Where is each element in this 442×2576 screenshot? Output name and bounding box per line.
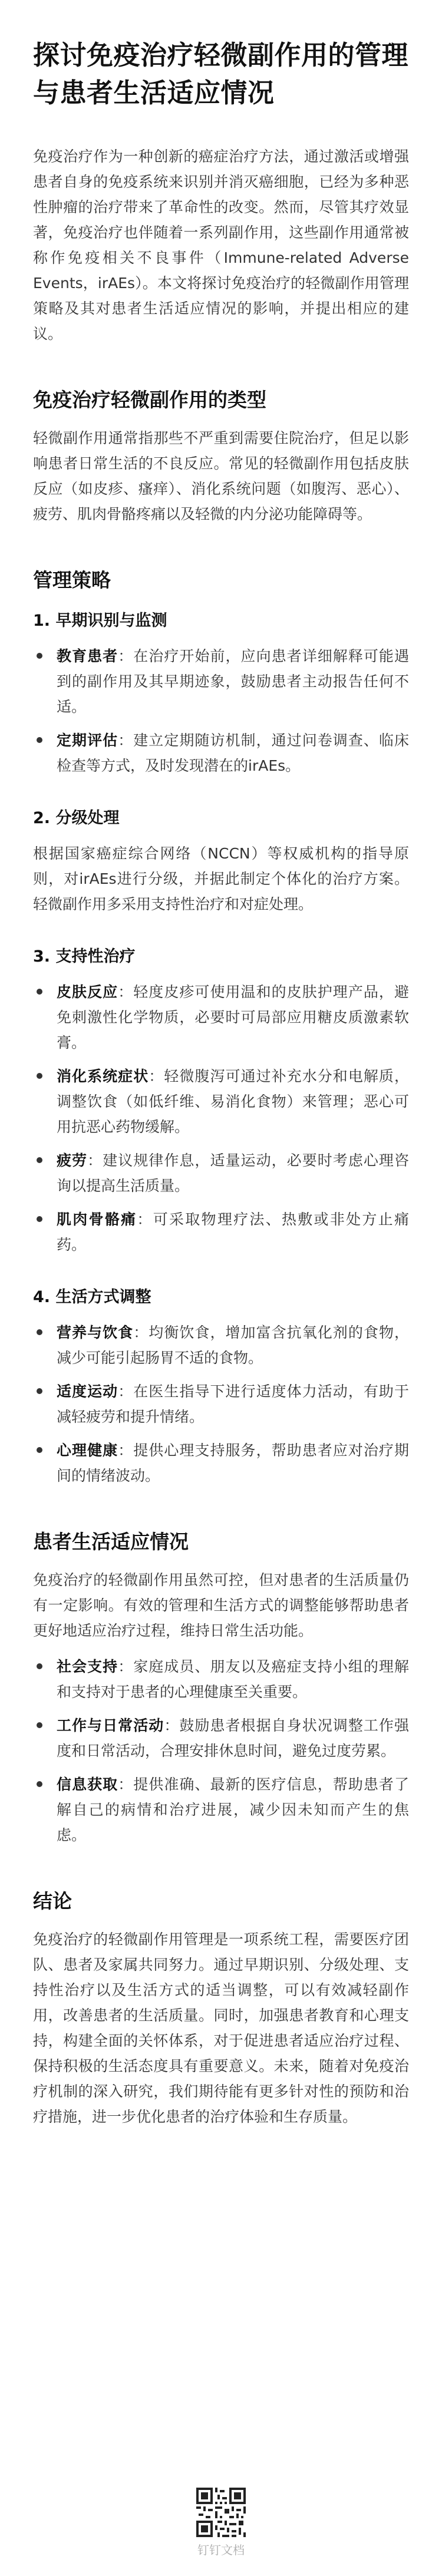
supportive-care-list <box>33 979 409 1257</box>
bullet-dot <box>37 1781 42 1787</box>
list-item-text: ：建立定期随访机制，通过问卷调查、临床检查等方式，及时发现潜在的irAEs。 <box>57 731 409 774</box>
list-item-term: 教育患者 <box>57 647 118 665</box>
list-item-text: ：轻度皮疹可使用温和的皮肤护理产品，避免刺激性化学物质，必要时可局部应用糖皮质激素软膏。 <box>57 983 409 1051</box>
bullet-dot <box>37 737 42 743</box>
list-item <box>33 1713 409 1763</box>
list-item <box>33 979 409 1055</box>
list-item-text: ：在医生指导下进行适度体力活动，有助于减轻疲劳和提升情绪。 <box>57 1382 409 1425</box>
list-item-text: ：轻微腹泻可通过补充水分和电解质，调整饮食（如低纤维、易消化食物）来管理；恶心可用抗恶心药物缓解。 <box>57 1067 409 1135</box>
title-section <box>33 0 409 141</box>
section-heading-strategy: 管理策略 <box>33 568 111 592</box>
bullet-dot <box>37 1722 42 1728</box>
list-item-term: 适度运动 <box>57 1382 118 1400</box>
section-heading-conclusion: 结论 <box>33 1889 72 1913</box>
bullet-dot <box>37 1216 42 1222</box>
bullet-dot <box>37 1388 42 1394</box>
list-item-term: 肌肉骨骼痛 <box>57 1210 137 1228</box>
types-paragraph: 轻微副作用通常指那些不严重到需要住院治疗，但足以影响患者日常生活的不良反应。常见的轻微副作用包括皮肤反应（如皮疹、瘙痒）、消化系统问题（如腹泻、恶心）、疲劳、肌肉骨骼疼痛以及轻微的内分泌功能障碍等。 <box>33 429 409 523</box>
list-item-text: ：可采取物理疗法、热敷或非处方止痛药。 <box>57 1210 409 1253</box>
list-item-term: 心理健康 <box>57 1441 118 1459</box>
list-item-term: 疲劳 <box>57 1151 88 1169</box>
grading-paragraph: 根据国家癌症综合网络（NCCN）等权威机构的指导原则，对irAEs进行分级，并据此制定个体化的治疗方案。轻微副作用多采用支持性治疗和对症处理。 <box>33 844 409 913</box>
list-item <box>33 1148 409 1198</box>
list-item <box>33 1654 409 1705</box>
list-item-text: ：提供心理支持服务，帮助患者应对治疗期间的情绪波动。 <box>57 1441 409 1484</box>
list-item <box>33 1064 409 1140</box>
footer-brand-label: 钉钉文档 <box>197 2543 245 2557</box>
subheading-supportive-care: 3. 支持性治疗 <box>33 947 136 966</box>
list-item-term: 社会支持 <box>57 1657 118 1675</box>
list-item <box>33 728 409 778</box>
adaptation-paragraph: 免疫治疗的轻微副作用虽然可控，但对患者的生活质量仍有一定影响。有效的管理和生活方式的调整能够帮助患者更好地适应治疗过程，维持日常生活功能。 <box>33 1571 409 1639</box>
list-item-text: ：建议规律作息，适量运动，必要时考虑心理咨询以提高生活质量。 <box>57 1151 409 1194</box>
list-item-text: ：均衡饮食，增加富含抗氧化剂的食物，减少可能引起肠胃不适的食物。 <box>57 1323 409 1366</box>
list-item-text: ：在治疗开始前，应向患者详细解释可能遇到的副作用及其早期迹象，鼓励患者主动报告任何不适。 <box>57 647 409 715</box>
list-item <box>33 1438 409 1488</box>
list-item <box>33 1320 409 1370</box>
bullet-dot <box>37 989 42 995</box>
adaptation-list <box>33 1654 409 1848</box>
subheading-lifestyle: 4. 生活方式调整 <box>33 1287 151 1306</box>
list-item-text: ：提供准确、最新的医疗信息，帮助患者了解自己的病情和治疗进展，减少因未知而产生的焦虑。 <box>57 1775 409 1844</box>
qr-code-icon <box>196 2488 246 2537</box>
page-title: 探讨免疫治疗轻微副作用的管理与患者生活适应情况 <box>33 39 409 108</box>
list-item-term: 工作与日常活动 <box>57 1716 164 1734</box>
section-heading-types: 免疫治疗轻微副作用的类型 <box>33 388 266 411</box>
conclusion-paragraph: 免疫治疗的轻微副作用管理是一项系统工程，需要医疗团队、患者及家属共同努力。通过早期识别、分级处理、支持性治疗以及生活方式的适当调整，可以有效减轻副作用，改善患者的生活质量。同时，加强患者教育和心理支持，构建全面的关怀体系，对于促进患者适应治疗过程、保持积极的生活态度具有重要意义。未来，随着对免疫治疗机制的深入研究，我们期待能有更多针对性的预防和治疗措施，进一步优化患者的治疗体验和生存质量。 <box>33 1930 409 2125</box>
subheading-grading: 2. 分级处理 <box>33 808 120 827</box>
bullet-dot <box>37 1447 42 1453</box>
list-item-text: ：鼓励患者根据自身状况调整工作强度和日常活动，合理安排休息时间，避免过度劳累。 <box>57 1716 409 1759</box>
list-item <box>33 1379 409 1429</box>
list-item <box>33 643 409 719</box>
bullet-dot <box>37 1073 42 1079</box>
section-heading-adaptation: 患者生活适应情况 <box>33 1530 189 1553</box>
list-item-term: 营养与饮食 <box>57 1323 134 1341</box>
list-item-term: 信息获取 <box>57 1775 118 1793</box>
lifestyle-list <box>33 1320 409 1488</box>
bullet-dot <box>37 1329 42 1335</box>
bullet-dot <box>37 653 42 659</box>
list-item-term: 消化系统症状 <box>57 1067 149 1085</box>
list-item-term: 皮肤反应 <box>57 983 118 1000</box>
bullet-dot <box>37 1157 42 1163</box>
bullet-dot <box>37 1663 42 1669</box>
subheading-early-detection: 1. 早期识别与监测 <box>33 611 167 630</box>
list-item-text: ：家庭成员、朋友以及癌症支持小组的理解和支持对于患者的心理健康至关重要。 <box>57 1657 409 1700</box>
intro-paragraph: 免疫治疗作为一种创新的癌症治疗方法，通过激活或增强患者自身的免疫系统来识别并消灭癌细胞，已经为多种恶性肿瘤的治疗带来了革命性的改变。然而，尽管其疗效显著，免疫治疗也伴随着一系列副作用，这些副作用通常被称作免疫相关不良事件（Immune-related Adverse Events，irAEs）。本文将探讨免疫治疗的轻微副作用管理策略及其对患者生活适应情况的影响，并提出相应的建议。 <box>33 147 409 342</box>
list-item <box>33 1207 409 1257</box>
list-item <box>33 1772 409 1848</box>
early-detection-list <box>33 643 409 778</box>
footer <box>0 2488 442 2558</box>
list-item-term: 定期评估 <box>57 731 118 749</box>
